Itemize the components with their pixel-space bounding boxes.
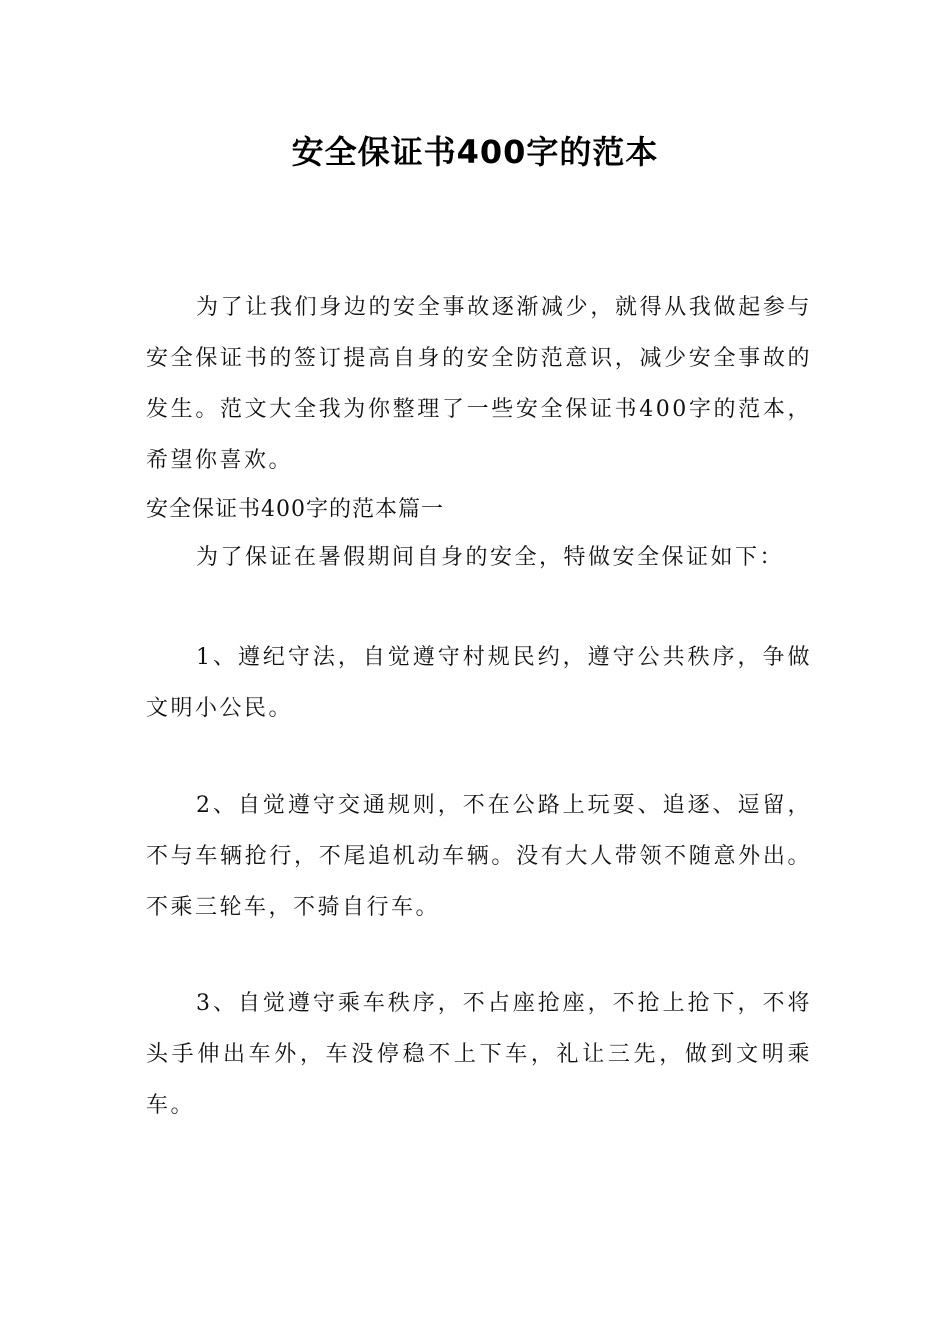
intro-paragraph: 为了让我们身边的安全事故逐渐减少，就得从我做起参与安全保证书的签订提高自身的安全防范意识，减少安全事故的发生。范文大全我为你整理了一些安全保证书400字的范本，希望你喜欢。 — [146, 295, 812, 473]
section-heading: 安全保证书400字的范本篇一 — [146, 497, 444, 522]
list-item: 3、自觉遵守乘车秩序，不占座抢座，不抢上抢下，不将头手伸出车外，车没停稳不上下车，礼让三先，做到文明乘车。 — [146, 991, 812, 1118]
document-title: 安全保证书400字的范本 — [291, 133, 659, 171]
list-item: 2、自觉遵守交通规则，不在公路上玩耍、追逐、逗留，不与车辆抢行，不尾追机动车辆。没有大人带领不随意外出。不乘三轮车，不骑自行车。 — [146, 793, 812, 920]
list-item: 1、遵纪守法，自觉遵守村规民约，遵守公共秩序，争做文明小公民。 — [146, 645, 812, 721]
lead-paragraph: 为了保证在暑假期间自身的安全，特做安全保证如下： — [196, 545, 785, 570]
